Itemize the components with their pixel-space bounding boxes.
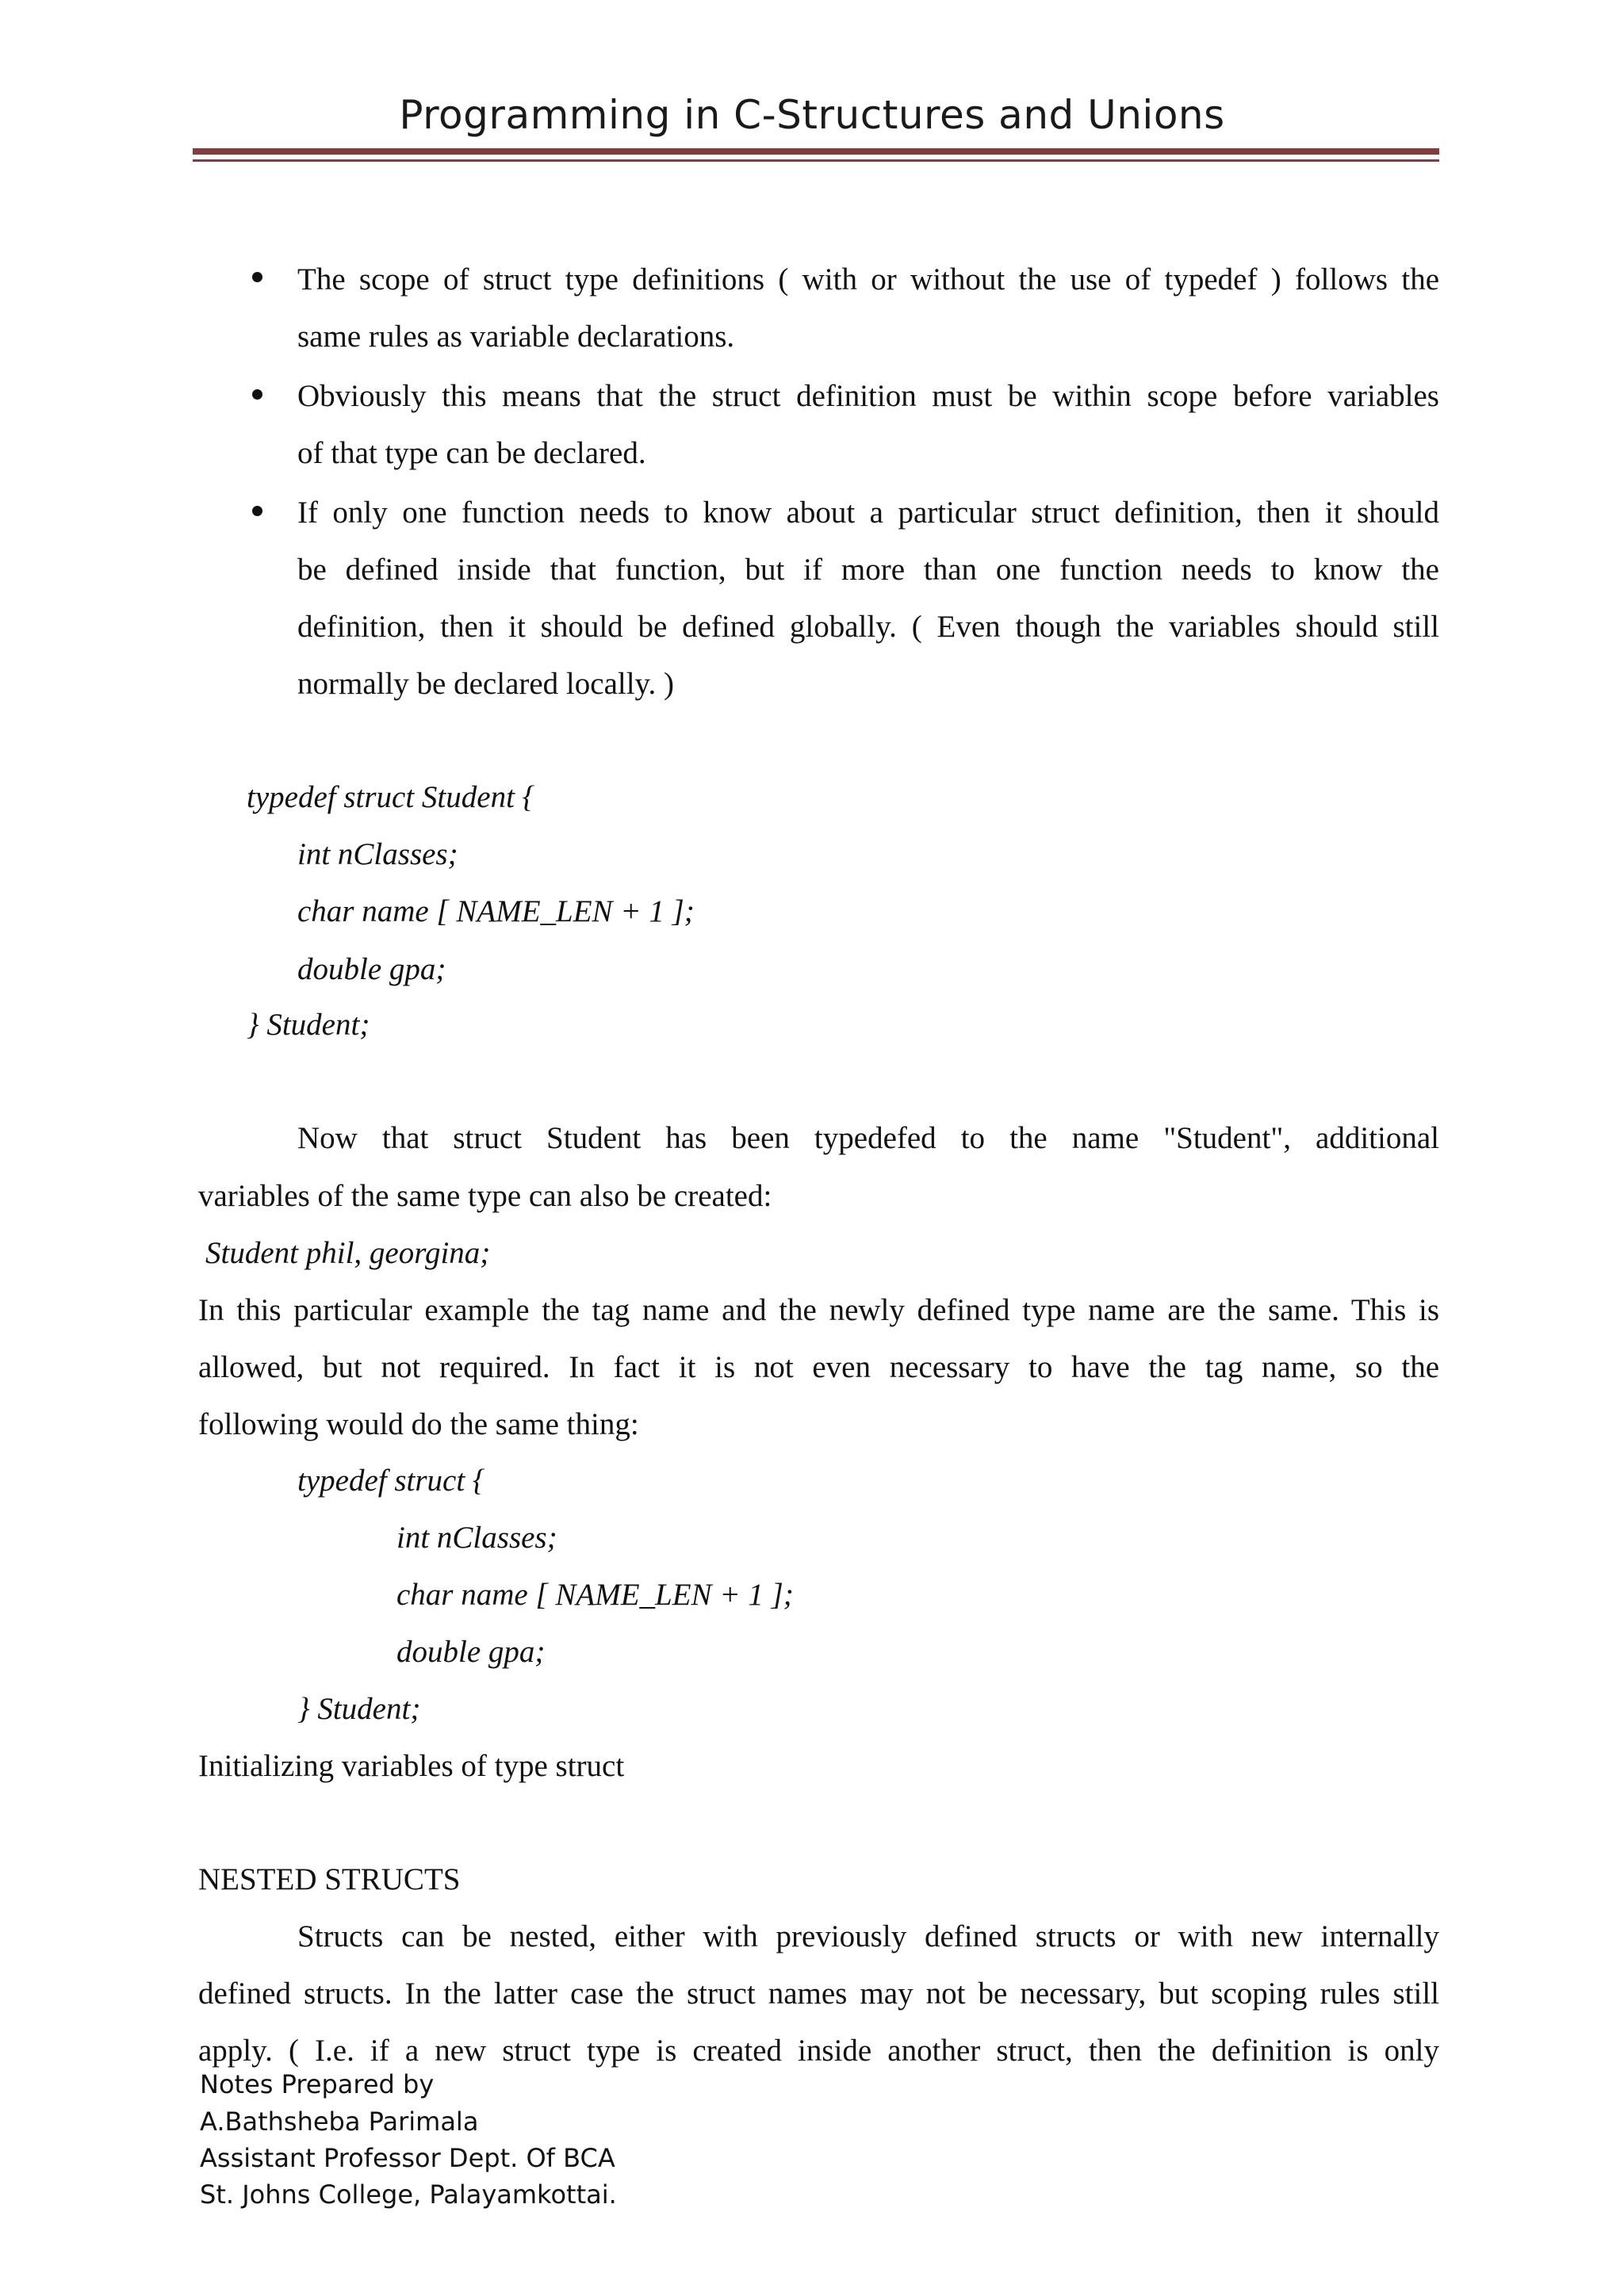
bullet-line: If only one function needs to know about a particular struct definition, then it should xyxy=(297,496,1439,530)
bullet-line: of that type can be declared. xyxy=(297,436,646,470)
bullet-line: be defined inside that function, but if more than one function needs to know the xyxy=(297,553,1439,587)
bullet-icon xyxy=(252,506,262,516)
code-line: } Student; xyxy=(297,1692,421,1726)
code-line: double gpa; xyxy=(396,1635,546,1669)
bullet-icon xyxy=(252,389,262,400)
code-line: int nClasses; xyxy=(297,837,458,871)
page-header-title: Programming in C-Structures and Unions xyxy=(399,92,1225,138)
paragraph-line: defined structs. In the latter case the struct names may not be necessary, but scoping rules still xyxy=(198,1976,1439,2011)
paragraph-line: allowed, but not required. In fact it is not even necessary to have the tag name, so the xyxy=(198,1350,1439,1384)
footer-line: St. Johns College, Palayamkottai. xyxy=(200,2179,617,2210)
code-line: } Student; xyxy=(247,1008,370,1042)
paragraph-line: Now that struct Student has been typedefed to the name "Student", additional xyxy=(297,1121,1439,1155)
bullet-line: Obviously this means that the struct definition must be within scope before variables xyxy=(297,379,1439,413)
section-text: Initializing variables of type struct xyxy=(198,1749,625,1783)
footer-line: Assistant Professor Dept. Of BCA xyxy=(200,2143,615,2173)
bullet-line: normally be declared locally. ) xyxy=(297,667,675,701)
header-rule-thin xyxy=(193,159,1439,162)
bullet-line: definition, then it should be defined globally. ( Even though the variables should still xyxy=(297,610,1439,644)
code-line: char name [ NAME_LEN + 1 ]; xyxy=(297,894,695,928)
bullet-line: The scope of struct type definitions ( with or without the use of typedef ) follows the xyxy=(297,262,1439,297)
footer-line: A.Bathsheba Parimala xyxy=(200,2107,479,2137)
code-line: char name [ NAME_LEN + 1 ]; xyxy=(396,1578,794,1612)
code-line: int nClasses; xyxy=(396,1521,557,1555)
paragraph-line: apply. ( I.e. if a new struct type is created inside another struct, then the definition is only xyxy=(198,2034,1439,2068)
footer-line: Notes Prepared by xyxy=(200,2069,435,2099)
code-declaration: Student phil, georgina; xyxy=(205,1236,491,1270)
bullet-icon xyxy=(252,272,262,282)
bullet-line: same rules as variable declarations. xyxy=(297,320,735,354)
paragraph-line: In this particular example the tag name and the newly defined type name are the same. This is xyxy=(198,1293,1439,1327)
paragraph-line: variables of the same type can also be created: xyxy=(198,1179,772,1213)
section-heading: NESTED STRUCTS xyxy=(198,1862,461,1896)
code-line: typedef struct Student { xyxy=(247,780,535,814)
code-line: double gpa; xyxy=(297,952,446,986)
paragraph-line: following would do the same thing: xyxy=(198,1407,639,1441)
header-rule-thick xyxy=(193,148,1439,155)
paragraph-line: Structs can be nested, either with previously defined structs or with new internally xyxy=(297,1919,1439,1954)
code-line: typedef struct { xyxy=(297,1464,485,1498)
